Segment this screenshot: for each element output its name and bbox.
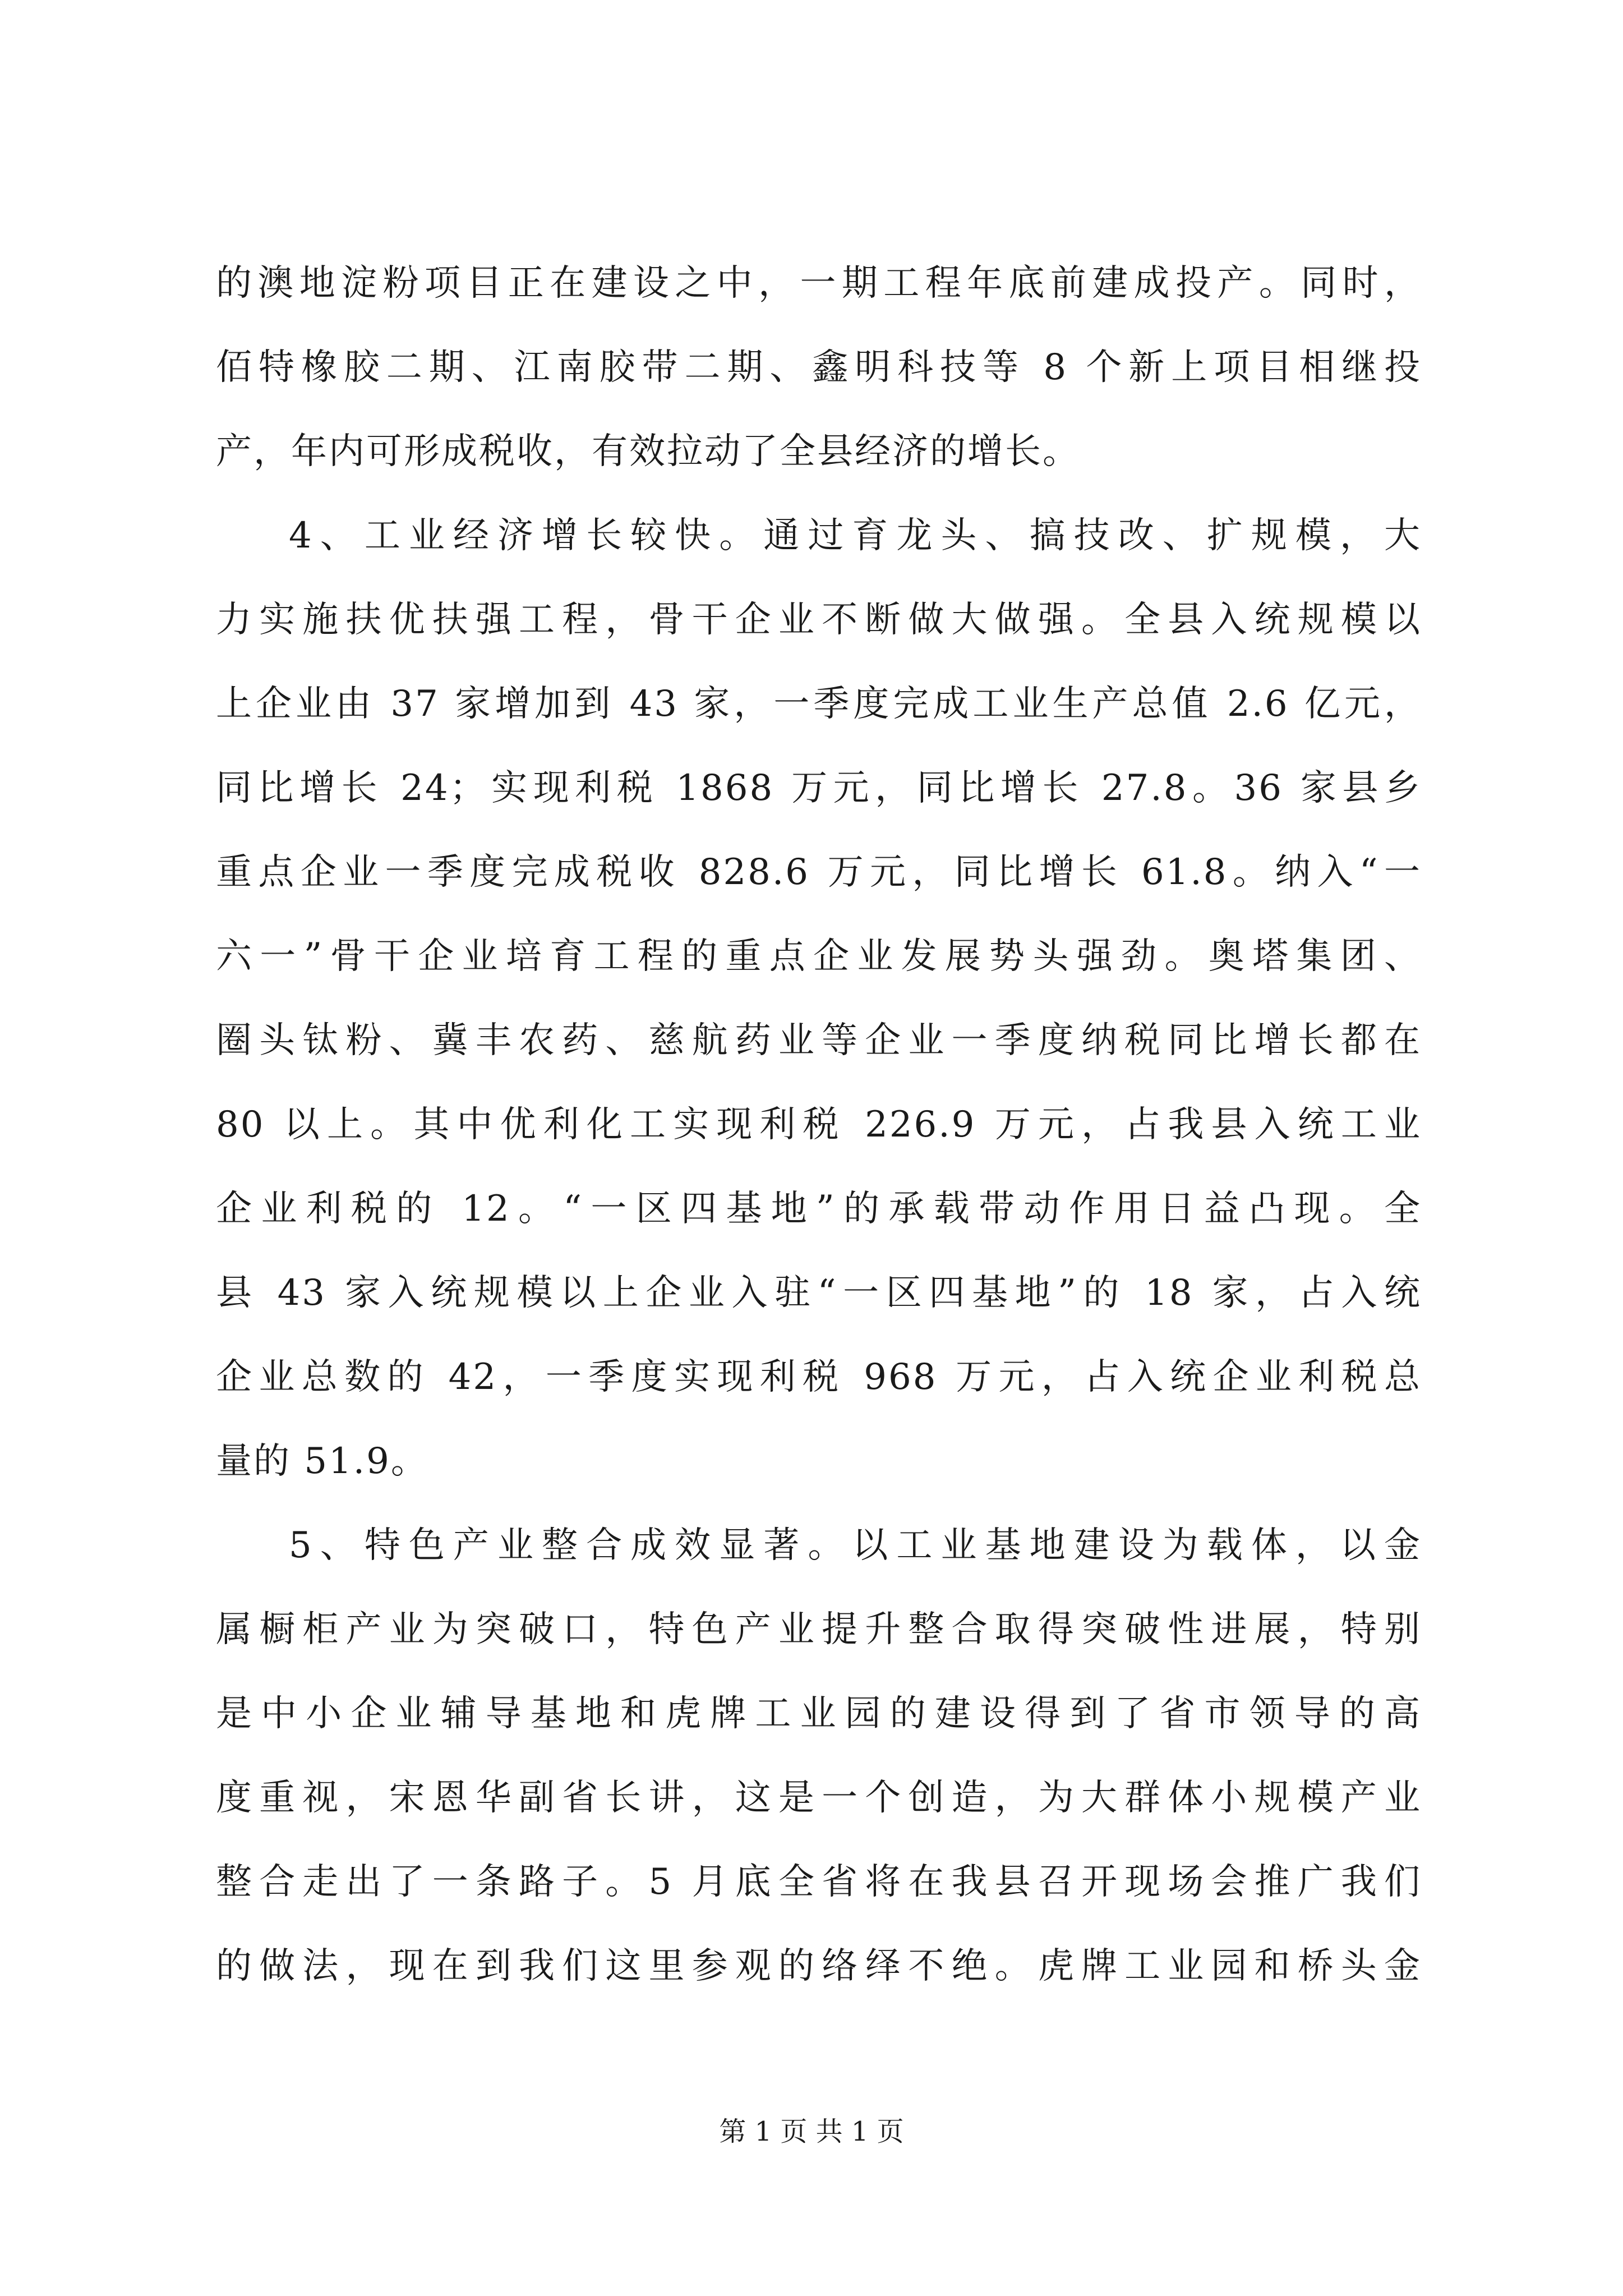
text-line: 量的 51.9。 [216, 1441, 428, 1482]
text-line: 整合走出了一条路子。5 月底全省将在我县召开现场会推广我们 [216, 1861, 1422, 1903]
text-line: 佰特橡胶二期、江南胶带二期、鑫明科技等 8 个新上项目相继投 [216, 347, 1422, 388]
text-line: 度重视，宋恩华副省长讲，这是一个创造，为大群体小规模产业 [216, 1777, 1422, 1819]
text-line: 的澳地淀粉项目正在建设之中，一期工程年底前建成投产。同时， [216, 263, 1422, 304]
text-line: 力实施扶优扶强工程，骨干企业不断做大做强。全县入统规模以 [216, 599, 1422, 641]
document-body [216, 241, 1422, 2008]
text-line: 上企业由 37 家增加到 43 家，一季度完成工业生产总值 2.6 亿元， [216, 683, 1422, 725]
text-line: 产，年内可形成税收，有效拉动了全县经济的增长。 [216, 431, 1080, 472]
page-footer [0, 2115, 1623, 2148]
text-line: 六一”骨干企业培育工程的重点企业发展势头强劲。奥塔集团、 [216, 936, 1422, 977]
text-line: 是中小企业辅导基地和虎牌工业园的建设得到了省市领导的高 [216, 1693, 1422, 1734]
text-line: 企业总数的 42，一季度实现利税 968 万元，占入统企业利税总 [216, 1356, 1422, 1398]
paragraph-start-line: 4、工业经济增长较快。通过育龙头、搞技改、扩规模，大 [289, 515, 1422, 556]
text-line: 同比增长 24；实现利税 1868 万元，同比增长 27.8。36 家县乡 [216, 767, 1422, 809]
text-line: 重点企业一季度完成税收 828.6 万元，同比增长 61.8。纳入“一 [216, 852, 1422, 893]
text-line: 县 43 家入统规模以上企业入驻“一区四基地”的 18 家，占入统 [216, 1272, 1422, 1314]
page-number-label: 第 1 页 共 1 页 [719, 2116, 904, 2147]
paragraph-start-line: 5、特色产业整合成效显著。以工业基地建设为载体，以金 [289, 1525, 1422, 1566]
text-line: 的做法，现在到我们这里参观的络绎不绝。虎牌工业园和桥头金 [216, 1945, 1422, 1987]
text-line: 圈头钛粉、冀丰农药、慈航药业等企业一季度纳税同比增长都在 [216, 1020, 1422, 1061]
text-line: 企业利税的 12。“一区四基地”的承载带动作用日益凸现。全 [216, 1188, 1422, 1230]
text-line: 80 以上。其中优利化工实现利税 226.9 万元，占我县入统工业 [216, 1104, 1422, 1145]
text-line: 属橱柜产业为突破口，特色产业提升整合取得突破性进展，特别 [216, 1609, 1422, 1650]
